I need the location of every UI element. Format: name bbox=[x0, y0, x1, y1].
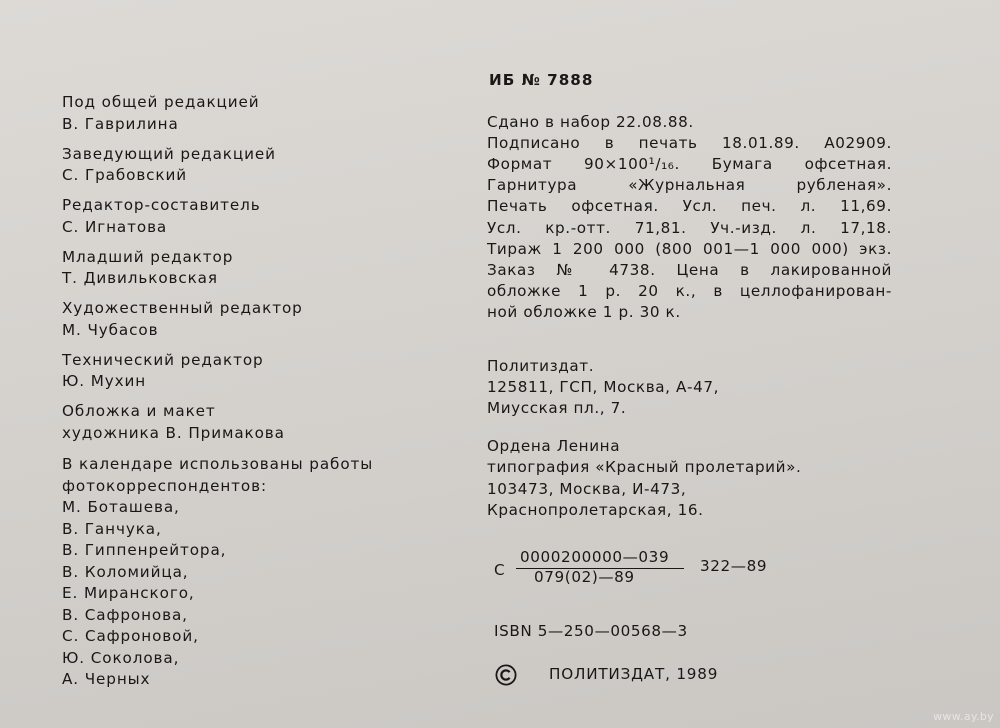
credit-name: М. Чубасов bbox=[62, 320, 159, 339]
watermark: www.ay.by bbox=[933, 710, 994, 723]
printer-line: 103473, Москва, И-473, bbox=[487, 479, 687, 498]
credit-block bbox=[62, 92, 462, 135]
photo-heading-line: В календаре использованы работы bbox=[62, 455, 374, 473]
credit-role: Художественный редактор bbox=[62, 299, 303, 317]
catalog-code-letter: С bbox=[494, 561, 506, 579]
credit-role: Редактор-составитель bbox=[62, 196, 261, 214]
credit-block bbox=[62, 247, 462, 290]
imprint-column bbox=[487, 70, 892, 521]
ib-number: ИБ № 7888 bbox=[489, 71, 594, 89]
catalog-code-suffix: 322—89 bbox=[700, 557, 768, 575]
imprint-line: Усл. кр.-отт. 71,81. Уч.-изд. л. 17,18. bbox=[487, 218, 892, 237]
catalog-code-numerator: 0000200000—039 bbox=[520, 548, 670, 566]
publisher-address bbox=[487, 356, 892, 419]
photographer: В. Сафронова, bbox=[62, 605, 188, 624]
publisher-line: Политиздат. bbox=[487, 357, 595, 376]
photographer: В. Ганчука, bbox=[62, 519, 162, 538]
copyright-icon bbox=[495, 664, 517, 686]
credit-block bbox=[62, 401, 462, 444]
publisher-line: 125811, ГСП, Москва, А-47, bbox=[487, 378, 720, 397]
credit-name: Ю. Мухин bbox=[62, 372, 147, 390]
credit-role: Технический редактор bbox=[62, 350, 264, 369]
isbn: ISBN 5—250—00568—3 bbox=[494, 622, 688, 640]
imprint-line: Формат 90×100¹/₁₆. Бумага офсетная. bbox=[487, 155, 892, 174]
credit-name: Т. Дивильковская bbox=[62, 269, 218, 287]
credit-block bbox=[62, 298, 462, 341]
printer-line: Краснопролетарская, 16. bbox=[487, 500, 704, 519]
photographer: В. Гиппенрейтора, bbox=[62, 541, 227, 559]
credit-name: С. Игнатова bbox=[62, 217, 168, 236]
photographer: С. Сафроновой, bbox=[62, 627, 199, 645]
credit-role: Обложка и макет bbox=[62, 402, 216, 420]
copyright-text: ПОЛИТИЗДАТ, 1989 bbox=[549, 665, 719, 683]
credit-role: Под общей редакцией bbox=[62, 93, 260, 111]
credit-role: Заведующий редакцией bbox=[62, 144, 276, 163]
imprint-line: ной обложке 1 р. 30 к. bbox=[487, 302, 681, 321]
photographer: Е. Миранского, bbox=[62, 584, 195, 602]
imprint-line: Печать офсетная. Усл. печ. л. 11,69. bbox=[487, 197, 892, 216]
credit-name: С. Грабовский bbox=[62, 166, 188, 184]
printer-line: Ордена Ленина bbox=[487, 437, 621, 456]
imprint-line: Сдано в набор 22.08.88. bbox=[487, 113, 694, 132]
imprint-line: Заказ № 4738. Цена в лакированной bbox=[487, 260, 892, 279]
photographer: В. Коломийца, bbox=[62, 562, 189, 581]
credit-block bbox=[62, 350, 462, 393]
photographer: М. Боташева, bbox=[62, 498, 180, 516]
catalog-code-denominator: 079(02)—89 bbox=[534, 568, 635, 586]
credit-name: В. Гаврилина bbox=[62, 114, 179, 133]
printer-address bbox=[487, 436, 892, 520]
credit-block bbox=[62, 144, 462, 187]
photographer: А. Черных bbox=[62, 670, 151, 688]
imprint-line: Подписано в печать 18.01.89. А02909. bbox=[487, 134, 892, 153]
credit-name: художника В. Примакова bbox=[62, 423, 285, 442]
photo-credits bbox=[62, 454, 462, 691]
imprint-line: Тираж 1 200 000 (800 001—1 000 000) экз. bbox=[487, 239, 892, 258]
photographer: Ю. Соколова, bbox=[62, 648, 180, 667]
imprint-line: обложке 1 р. 20 к., в целлофанирован- bbox=[487, 281, 892, 300]
photo-heading-line: фотокорреспондентов: bbox=[62, 476, 267, 495]
imprint-line: Гарнитура «Журнальная рубленая». bbox=[487, 176, 892, 195]
credits-column bbox=[62, 92, 462, 699]
credit-block bbox=[62, 195, 462, 238]
credit-role: Младший редактор bbox=[62, 247, 234, 266]
printer-line: типография «Красный пролетарий». bbox=[487, 458, 802, 477]
imprint-details bbox=[487, 112, 892, 323]
publisher-line: Миусская пл., 7. bbox=[487, 399, 627, 418]
